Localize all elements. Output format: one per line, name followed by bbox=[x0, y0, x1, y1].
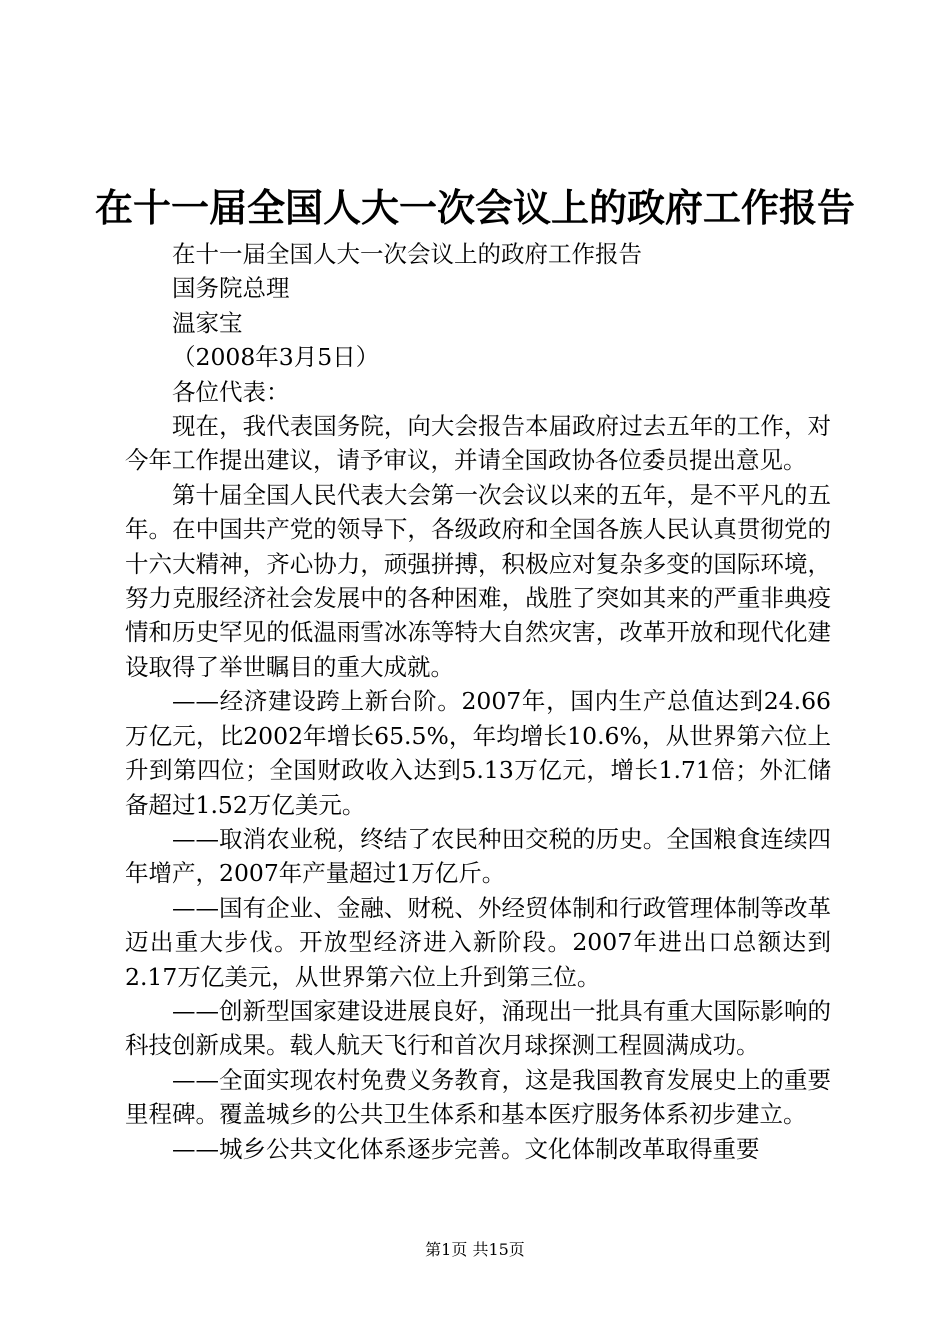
paragraph: 温家宝 bbox=[172, 308, 243, 337]
paragraph: ——国有企业、金融、财税、外经贸体制和行政管理体制等改革迈出重大步伐。开放型经济进入新阶段。2007年进出口总额达到2.17万亿美元，从世界第六位上升到第三位。 bbox=[125, 893, 831, 991]
paragraph: 国务院总理 bbox=[172, 274, 290, 303]
paragraph: ——全面实现农村免费义务教育，这是我国教育发展史上的重要里程碑。覆盖城乡的公共卫生体系和基本医疗服务体系初步建立。 bbox=[125, 1065, 831, 1129]
paragraph: ——创新型国家建设进展良好，涌现出一批具有重大国际影响的科技创新成果。载人航天飞行和首次月球探测工程圆满成功。 bbox=[125, 996, 831, 1060]
paragraph: ——经济建设跨上新台阶。2007年，国内生产总值达到24.66万亿元，比2002年增长65.5%，年均增长10.6%，从世界第六位上升到第四位；全国财政收入达到5.13万亿元，增长1.71倍；外汇储备超过1.52万亿美元。 bbox=[125, 687, 831, 819]
paragraph: 第十届全国人民代表大会第一次会议以来的五年，是不平凡的五年。在中国共产党的领导下，各级政府和全国各族人民认真贯彻党的十六大精神，齐心协力，顽强拼搏，积极应对复杂多变的国际环境，努力克服经济社会发展中的各种困难，战胜了突如其来的严重非典疫情和历史罕见的低温雨雪冰冻等特大自然灾害，改革开放和现代化建设取得了举世瞩目的重大成就。 bbox=[125, 480, 831, 681]
paragraph: ——取消农业税，终结了农民种田交税的历史。全国粮食连续四年增产，2007年产量超过1万亿斤。 bbox=[125, 824, 831, 888]
paragraph: ——城乡公共文化体系逐步完善。文化体制改革取得重要 bbox=[172, 1134, 760, 1163]
document-body bbox=[125, 237, 831, 1166]
document-title: 在十一届全国人大一次会议上的政府工作报告 bbox=[94, 185, 855, 230]
paragraph: 现在，我代表国务院，向大会报告本届政府过去五年的工作，对今年工作提出建议，请予审议，并请全国政协各位委员提出意见。 bbox=[125, 412, 831, 475]
paragraph: 各位代表： bbox=[172, 377, 290, 406]
page-number: 第1页 共15页 bbox=[425, 1240, 525, 1259]
paragraph: （2008年3月5日） bbox=[172, 343, 380, 372]
paragraph: 在十一届全国人大一次会议上的政府工作报告 bbox=[172, 240, 642, 268]
